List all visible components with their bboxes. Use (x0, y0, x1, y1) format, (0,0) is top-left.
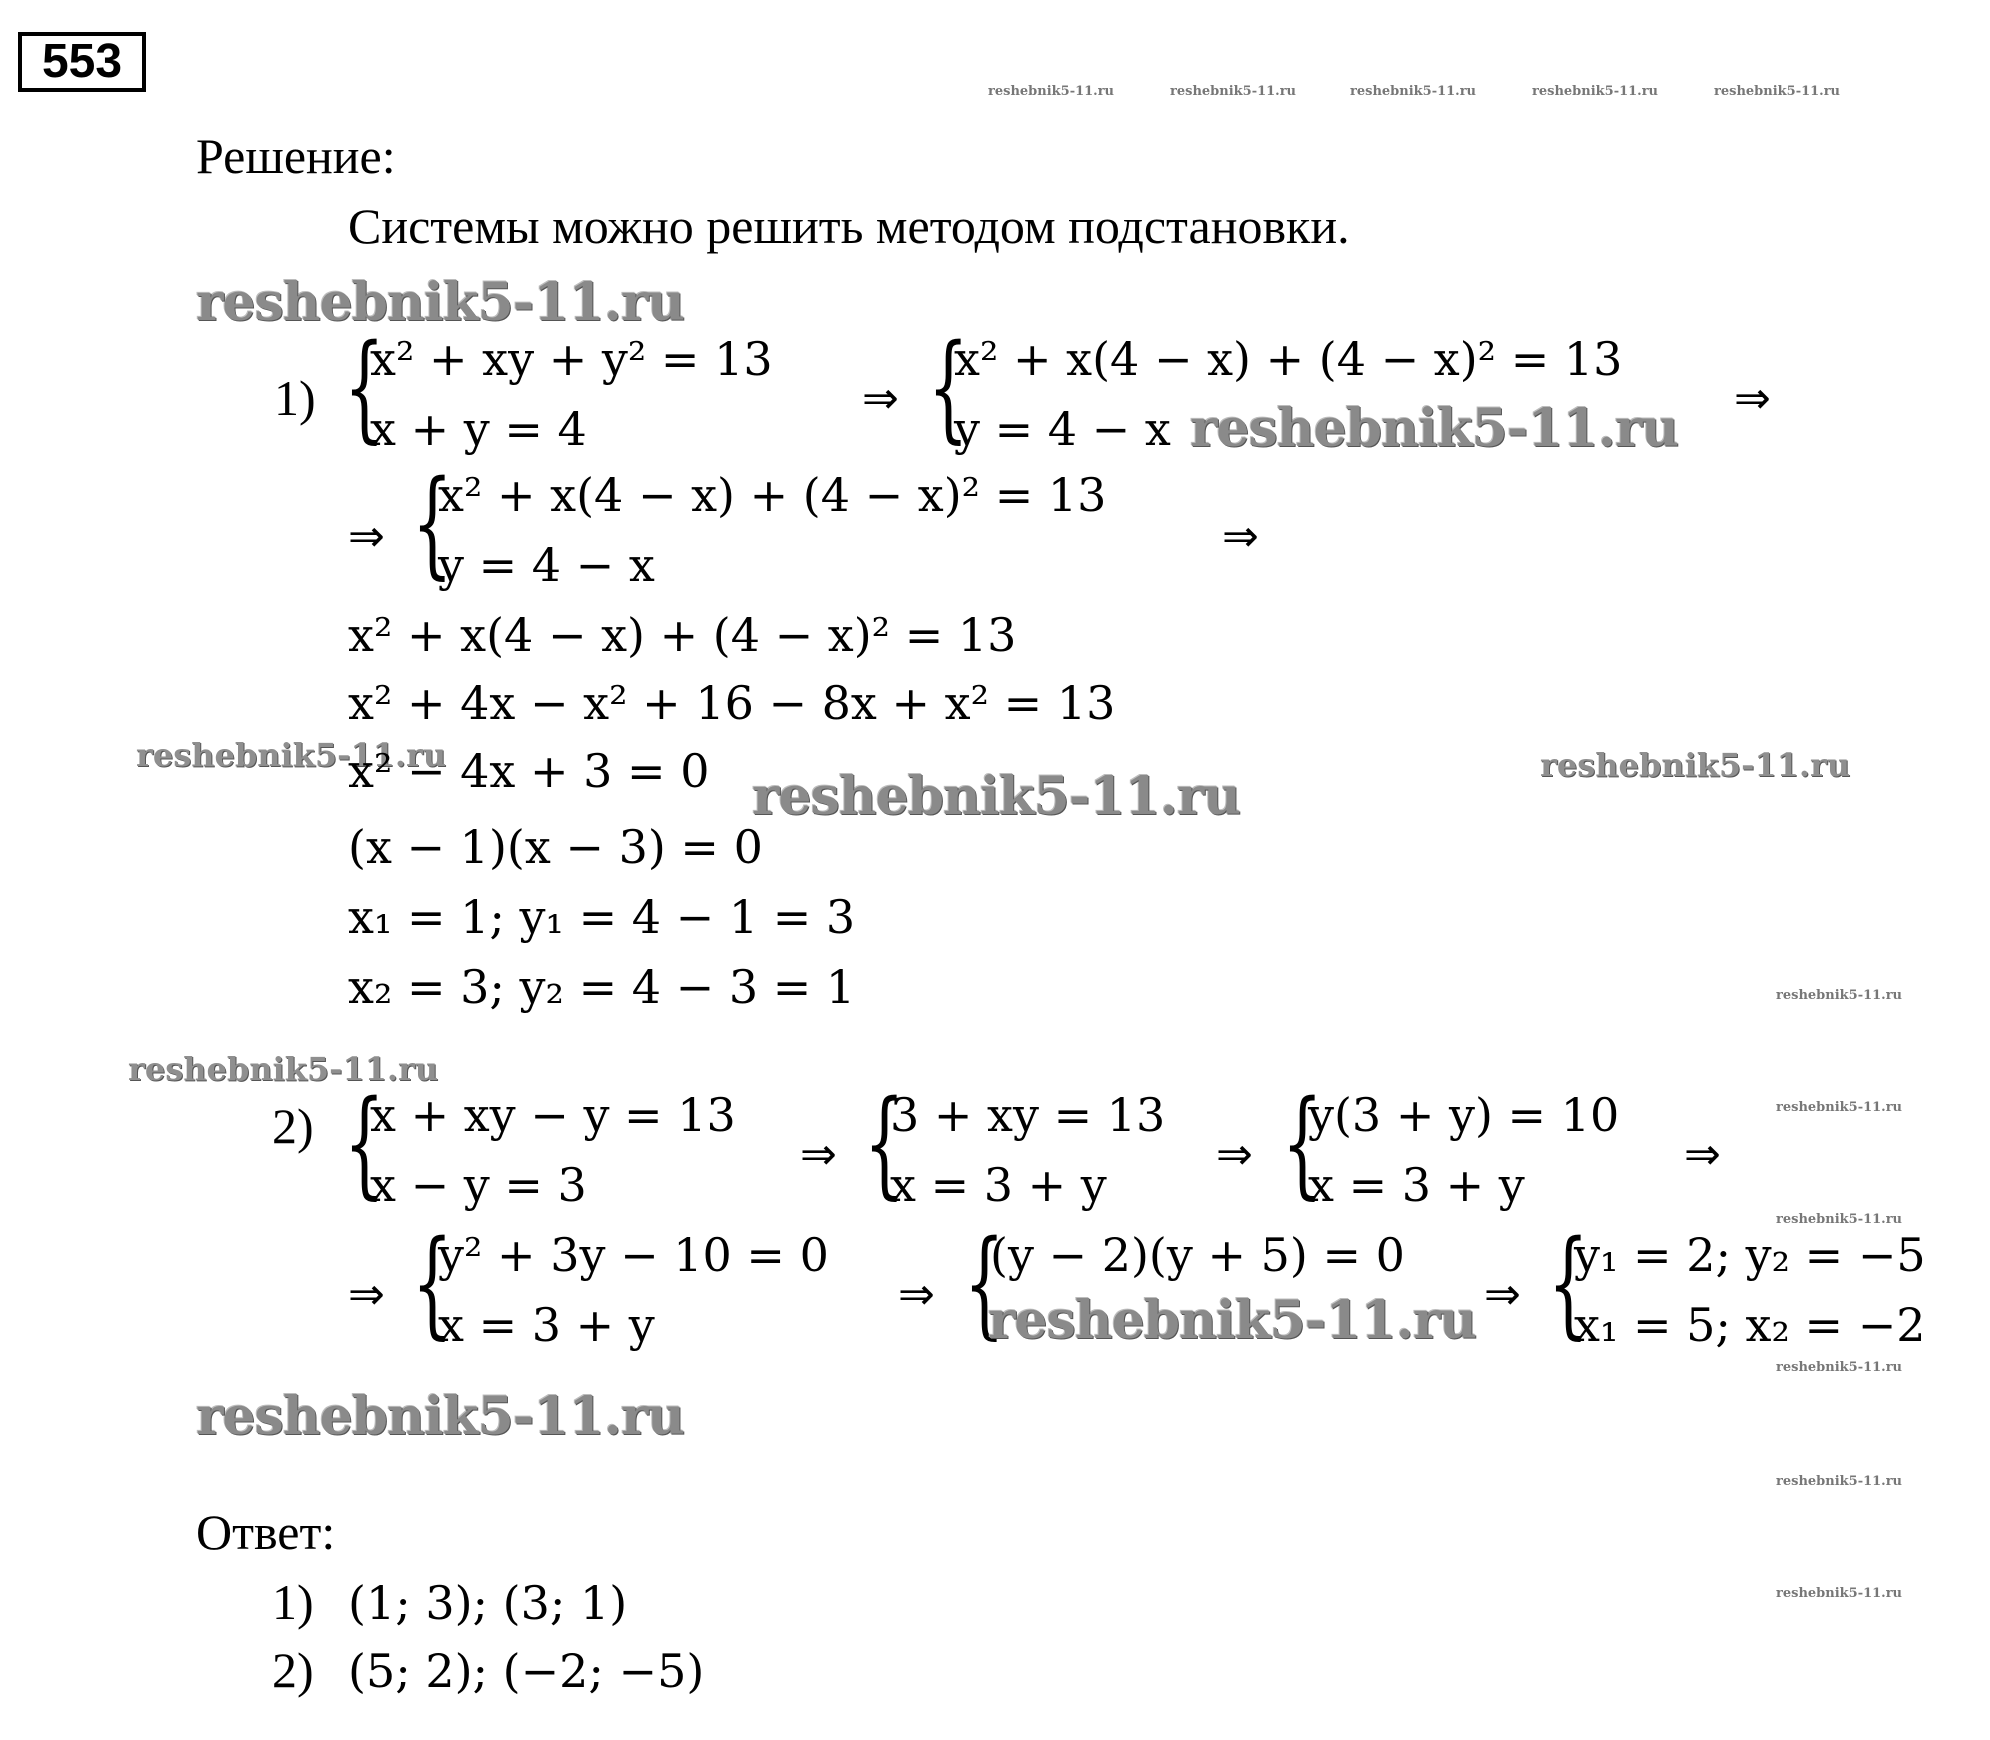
equation-line: x² − 4x + 3 = 0 (348, 744, 710, 798)
problem-number: 553 (18, 32, 146, 92)
implies-arrow: ⇒ (1484, 1269, 1521, 1320)
equation: y = 4 − x (438, 538, 655, 592)
equation: x² + x(4 − x) + (4 − x)² = 13 (954, 332, 1623, 386)
brace-icon: { (412, 1216, 453, 1351)
equation-line: x₁ = 1; y₁ = 4 − 1 = 3 (348, 890, 856, 944)
watermark-large: reshebnik5-11.ru (196, 1386, 685, 1447)
watermark-small: reshebnik5-11.ru (1776, 1360, 1903, 1375)
watermark-small: reshebnik5-11.ru (1532, 84, 1659, 99)
brace-icon: { (864, 1076, 905, 1211)
answer-item2-label: 2) (272, 1642, 314, 1698)
brace-icon: { (344, 320, 385, 455)
watermark-small: reshebnik5-11.ru (1714, 84, 1841, 99)
implies-arrow: ⇒ (348, 1269, 385, 1320)
watermark-small: reshebnik5-11.ru (1776, 1586, 1903, 1601)
equation-line: x₂ = 3; y₂ = 4 − 3 = 1 (348, 960, 856, 1014)
implies-arrow: ⇒ (1734, 373, 1771, 424)
watermark-large: reshebnik5-11.ru (752, 766, 1241, 827)
watermark-medium: reshebnik5-11.ru (128, 1050, 439, 1088)
answer-item2-value: (5; 2); (−2; −5) (348, 1644, 705, 1698)
equation-line: (x − 1)(x − 3) = 0 (348, 820, 763, 874)
brace-icon: { (964, 1216, 1005, 1351)
brace-icon: { (412, 456, 453, 591)
answer-heading: Ответ: (196, 1504, 336, 1560)
equation: x − y = 3 (370, 1158, 587, 1212)
watermark-small: reshebnik5-11.ru (1350, 84, 1477, 99)
equation: x + xy − y = 13 (370, 1088, 736, 1142)
watermark-large: reshebnik5-11.ru (988, 1290, 1477, 1351)
watermark-medium: reshebnik5-11.ru (136, 736, 447, 774)
equation: (y − 2)(y + 5) = 0 (990, 1228, 1405, 1282)
intro-text: Системы можно решить методом подстановки. (348, 198, 1350, 254)
answer-item1-label: 1) (272, 1574, 314, 1630)
equation: x₁ = 5; x₂ = −2 (1574, 1298, 1926, 1352)
watermark-small: reshebnik5-11.ru (1776, 1212, 1903, 1227)
equation: y₁ = 2; y₂ = −5 (1574, 1228, 1926, 1282)
implies-arrow: ⇒ (348, 511, 385, 562)
equation: y = 4 − x (954, 402, 1171, 456)
solution-heading: Решение: (196, 128, 396, 184)
watermark-large: reshebnik5-11.ru (196, 272, 685, 333)
equation: 3 + xy = 13 (890, 1088, 1166, 1142)
implies-arrow: ⇒ (1222, 511, 1259, 562)
equation: x = 3 + y (1308, 1158, 1525, 1212)
part2-label: 2) (272, 1098, 314, 1154)
watermark-large: reshebnik5-11.ru (1190, 398, 1679, 459)
part1-label: 1) (274, 370, 316, 426)
watermark-small: reshebnik5-11.ru (1170, 84, 1297, 99)
watermark-small: reshebnik5-11.ru (988, 84, 1115, 99)
equation: x + y = 4 (370, 402, 587, 456)
watermark-small: reshebnik5-11.ru (1776, 1100, 1903, 1115)
equation: y(3 + y) = 10 (1308, 1088, 1620, 1142)
watermark-medium: reshebnik5-11.ru (1540, 746, 1851, 784)
watermark-small: reshebnik5-11.ru (1776, 988, 1903, 1003)
equation: x = 3 + y (438, 1298, 655, 1352)
brace-icon: { (1548, 1216, 1589, 1351)
implies-arrow: ⇒ (898, 1269, 935, 1320)
implies-arrow: ⇒ (862, 373, 899, 424)
implies-arrow: ⇒ (1684, 1129, 1721, 1180)
equation-line: x² + x(4 − x) + (4 − x)² = 13 (348, 608, 1017, 662)
watermark-small: reshebnik5-11.ru (1776, 1474, 1903, 1489)
brace-icon: { (928, 320, 969, 455)
equation: x = 3 + y (890, 1158, 1107, 1212)
equation: x² + x(4 − x) + (4 − x)² = 13 (438, 468, 1107, 522)
implies-arrow: ⇒ (1216, 1129, 1253, 1180)
brace-icon: { (344, 1076, 385, 1211)
equation: y² + 3y − 10 = 0 (438, 1228, 829, 1282)
implies-arrow: ⇒ (800, 1129, 837, 1180)
answer-item1-value: (1; 3); (3; 1) (348, 1576, 628, 1630)
equation: x² + xy + y² = 13 (370, 332, 773, 386)
equation-line: x² + 4x − x² + 16 − 8x + x² = 13 (348, 676, 1116, 730)
brace-icon: { (1282, 1076, 1323, 1211)
